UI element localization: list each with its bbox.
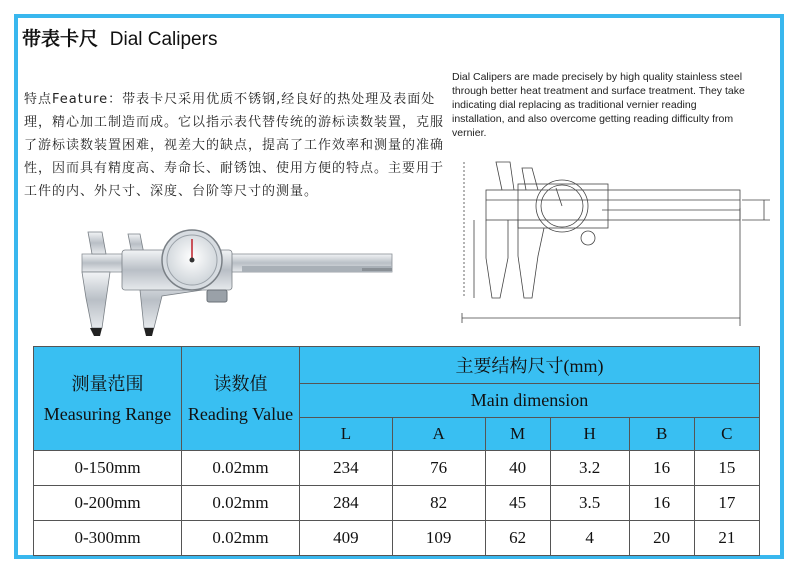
value-cell: 20 bbox=[629, 521, 694, 556]
value-cell: 109 bbox=[392, 521, 485, 556]
table-row bbox=[34, 451, 760, 486]
value-cell: 45 bbox=[485, 486, 550, 521]
feature-description-en: Dial Calipers are made precisely by high quality stainless steel through better heat treatment and surface treatment. They take indicating dial replacing as traditional vernier reading installation, and also overcome getting reading difficulty from vernier. bbox=[452, 71, 745, 139]
range-cell: 0-150mm bbox=[34, 451, 182, 486]
header-reading-value bbox=[182, 347, 300, 451]
dim-header: C bbox=[694, 418, 759, 451]
table-row bbox=[34, 486, 760, 521]
value-cell: 4 bbox=[550, 521, 629, 556]
table-row bbox=[34, 521, 760, 556]
title-en: Dial Calipers bbox=[109, 29, 218, 50]
caliper-technical-drawing bbox=[452, 148, 772, 344]
value-cell: 16 bbox=[629, 486, 694, 521]
reading-cell: 0.02mm bbox=[182, 486, 300, 521]
range-cell: 0-300mm bbox=[34, 521, 182, 556]
caliper-photo bbox=[62, 228, 402, 340]
header-measuring-range bbox=[34, 347, 182, 451]
value-cell: 62 bbox=[485, 521, 550, 556]
value-cell: 16 bbox=[629, 451, 694, 486]
header-main-dimension-en: Main dimension bbox=[300, 384, 760, 418]
reading-cell: 0.02mm bbox=[182, 451, 300, 486]
feature-description-cn: 特点Feature：带表卡尺采用优质不锈钢,经良好的热处理及表面处理，精心加工制造而成。它以指示表代替传统的游标读数装置，克服了游标读数装置困难，视差大的缺点，提高了工作效率和测量的准确性，因而具有精度高、寿命长、耐锈蚀、使用方便的特点。主要用于工件的内、外尺寸、深度、台阶等尺寸的测量。 bbox=[24, 92, 445, 199]
value-cell: 17 bbox=[694, 486, 759, 521]
header-measuring-range-cn: 测量范围 bbox=[71, 373, 144, 394]
dim-header: H bbox=[550, 418, 629, 451]
value-cell: 82 bbox=[392, 486, 485, 521]
value-cell: 3.2 bbox=[550, 451, 629, 486]
header-reading-value-cn: 读数值 bbox=[213, 373, 268, 394]
dim-header: B bbox=[629, 418, 694, 451]
value-cell: 3.5 bbox=[550, 486, 629, 521]
specification-table bbox=[33, 346, 760, 556]
dim-header: L bbox=[300, 418, 393, 451]
value-cell: 40 bbox=[485, 451, 550, 486]
range-cell: 0-200mm bbox=[34, 486, 182, 521]
page-title bbox=[22, 24, 217, 51]
value-cell: 76 bbox=[392, 451, 485, 486]
value-cell: 21 bbox=[694, 521, 759, 556]
value-cell: 409 bbox=[300, 521, 393, 556]
dim-header: M bbox=[485, 418, 550, 451]
title-cn: 带表卡尺 bbox=[22, 28, 99, 50]
header-measuring-range-en: Measuring Range bbox=[43, 403, 172, 424]
value-cell: 284 bbox=[300, 486, 393, 521]
value-cell: 15 bbox=[694, 451, 759, 486]
dim-header: A bbox=[392, 418, 485, 451]
header-reading-value-en: Reading Value bbox=[187, 403, 294, 424]
value-cell: 234 bbox=[300, 451, 393, 486]
header-main-dimension-cn: 主要结构尺寸(mm) bbox=[300, 347, 760, 384]
reading-cell: 0.02mm bbox=[182, 521, 300, 556]
